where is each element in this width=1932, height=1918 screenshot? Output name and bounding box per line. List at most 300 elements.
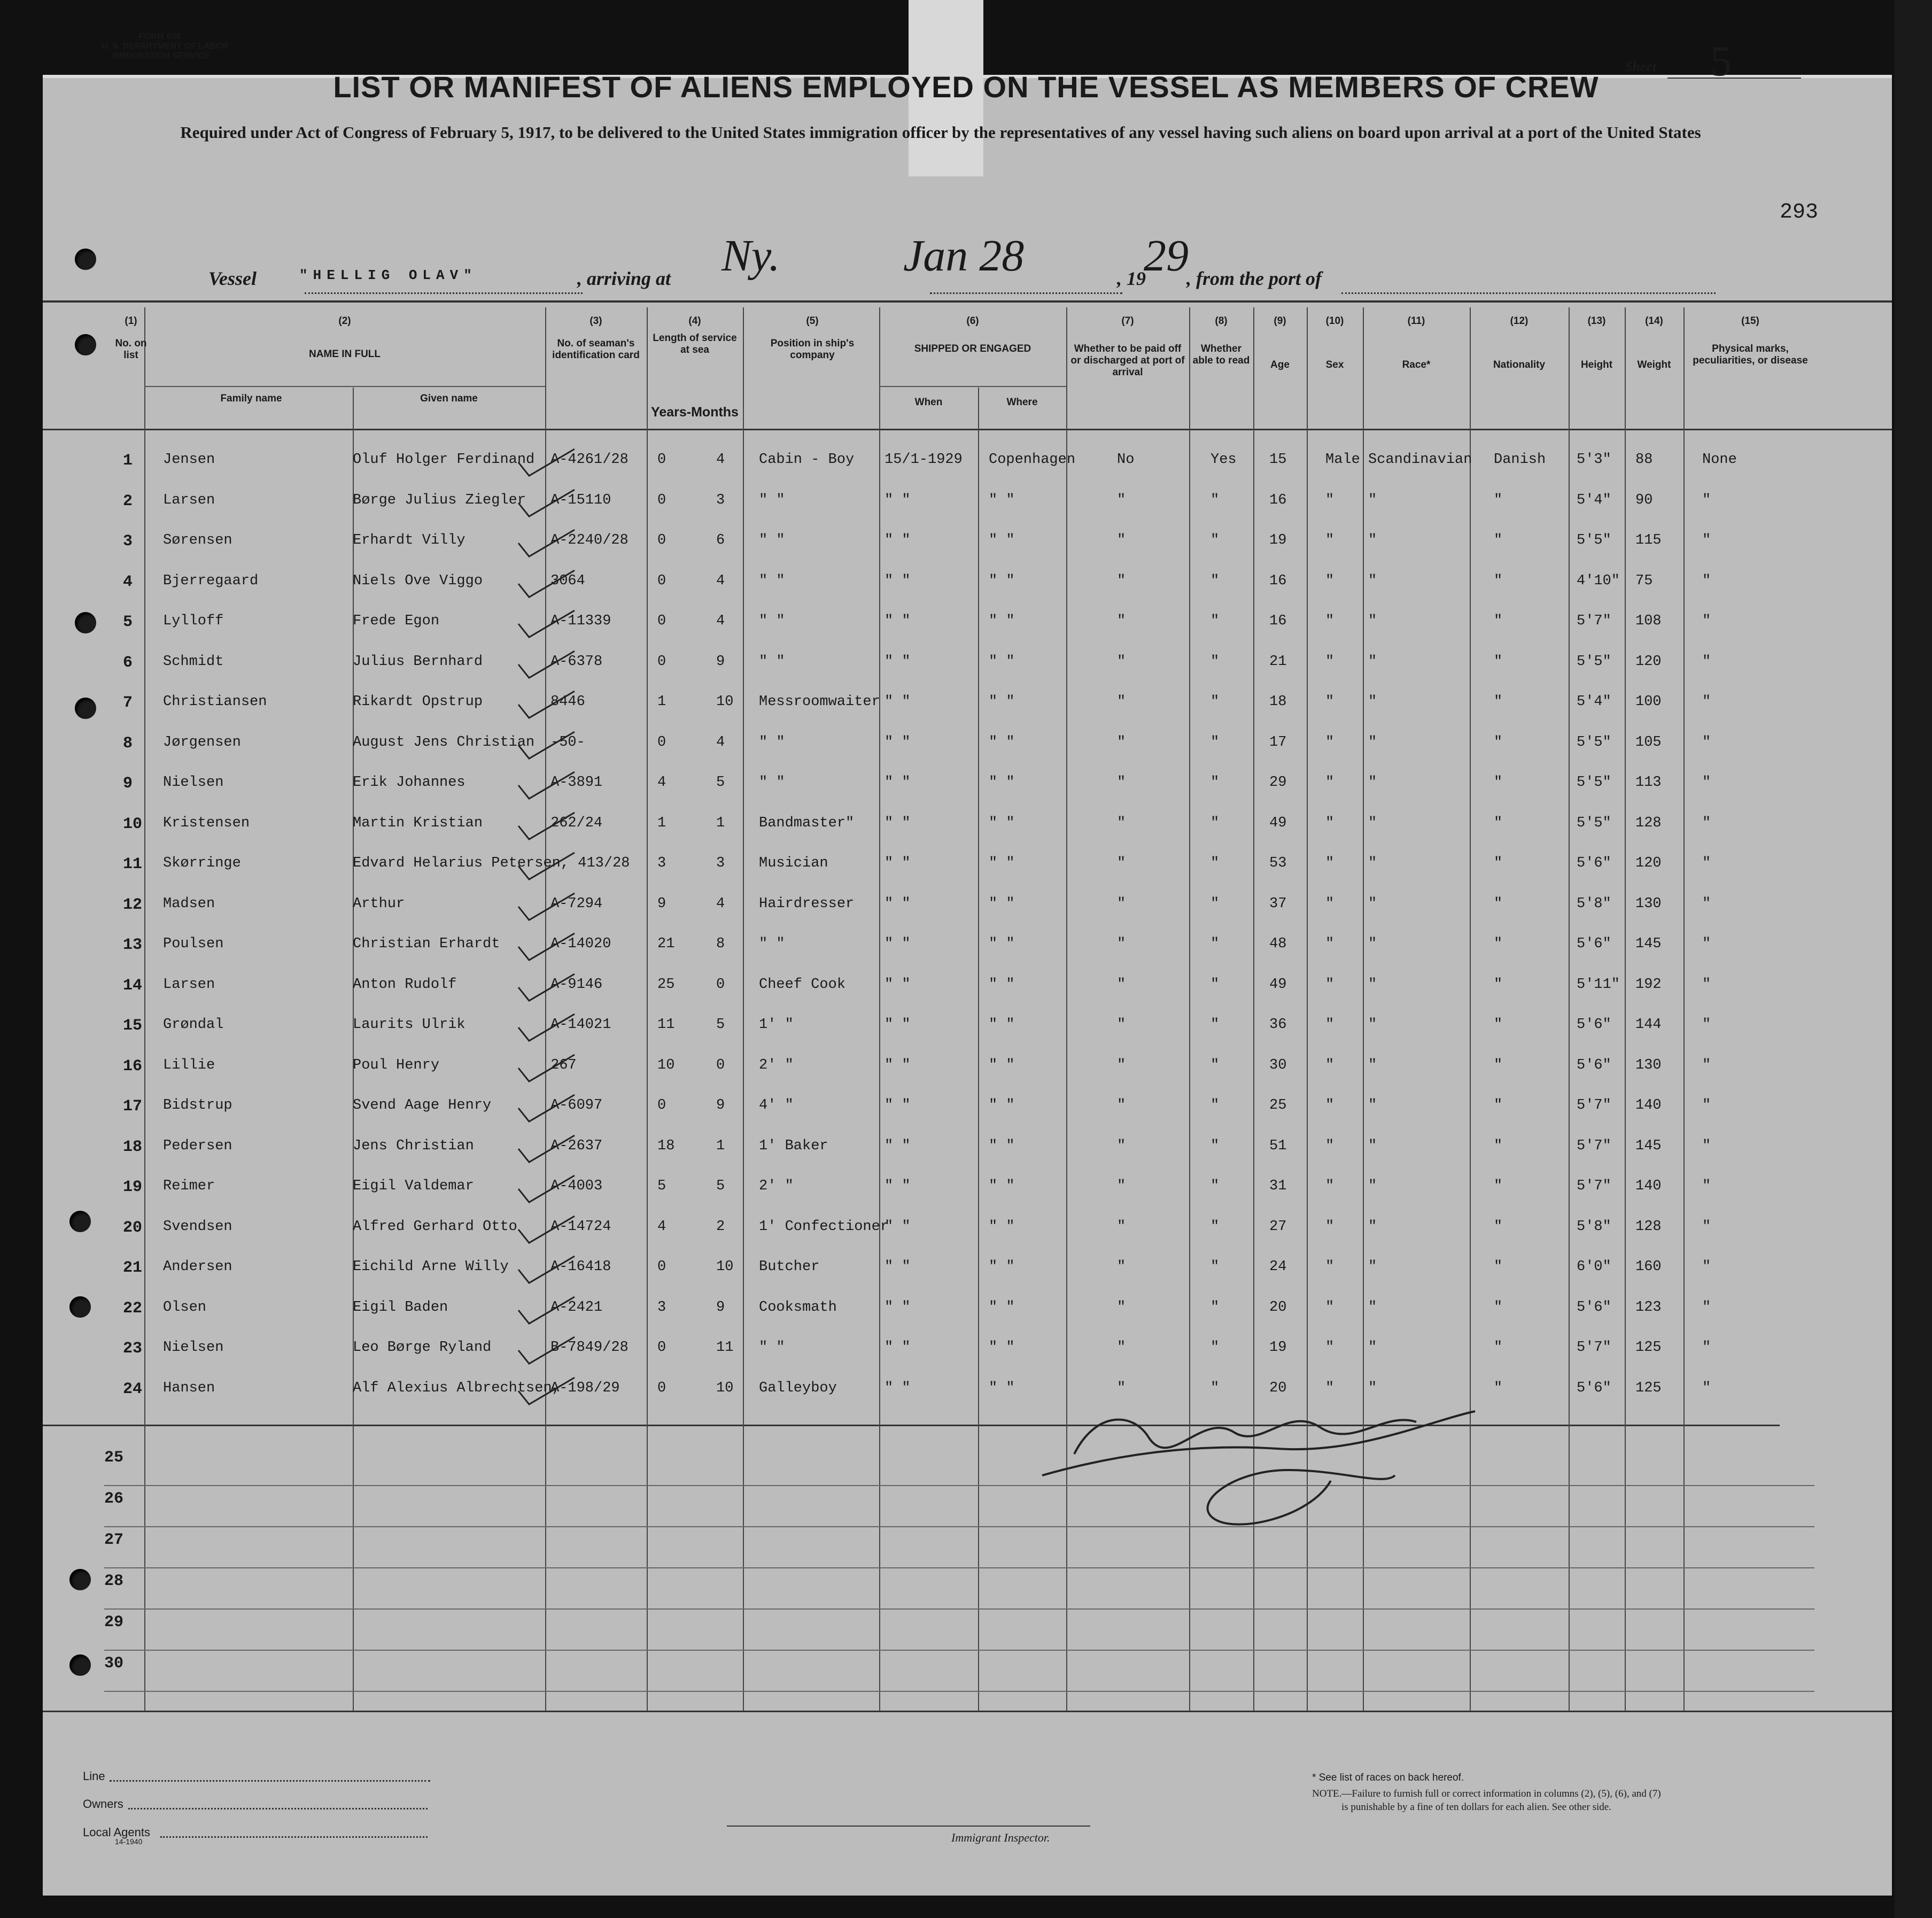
service-years: 0 — [657, 1097, 666, 1113]
shipped-when: " " — [884, 1057, 911, 1073]
service-months: 9 — [716, 1097, 725, 1113]
row-number: 25 — [104, 1449, 124, 1467]
check-mark-icon — [513, 487, 577, 519]
able-to-read: " — [1211, 1259, 1220, 1275]
nationality: " — [1494, 1380, 1503, 1396]
row-number: 14 — [123, 976, 143, 995]
nationality: " — [1494, 653, 1503, 670]
shipped-when: " " — [884, 976, 911, 993]
shipped-where: " " — [989, 1178, 1015, 1194]
weight: 145 — [1635, 1138, 1662, 1154]
service-months: 11 — [716, 1340, 734, 1356]
given-name: Poul Henry — [353, 1057, 440, 1073]
footer-agents-dots — [160, 1836, 428, 1838]
col7-label: Whether to be paid off or discharged at port of arrival — [1070, 343, 1185, 378]
able-to-read: " — [1211, 976, 1220, 993]
nationality: " — [1494, 492, 1503, 508]
service-years: 0 — [657, 573, 666, 589]
race: " — [1368, 815, 1377, 831]
able-to-read: " — [1211, 734, 1220, 751]
age: 24 — [1269, 1259, 1287, 1275]
age: 51 — [1269, 1138, 1287, 1154]
physical-marks: " — [1702, 532, 1711, 548]
height: 5'11" — [1577, 976, 1620, 993]
sex: " — [1325, 532, 1334, 548]
physical-marks: " — [1702, 1057, 1711, 1073]
physical-marks: " — [1702, 976, 1711, 993]
col8-number: (8) — [1215, 315, 1228, 327]
row-number: 3 — [123, 532, 133, 551]
height: 5'7" — [1577, 1138, 1611, 1154]
sex: " — [1325, 1380, 1334, 1396]
race: " — [1368, 1380, 1377, 1396]
race: " — [1368, 573, 1377, 589]
col4-label: Length of service at sea — [653, 332, 737, 355]
physical-marks: " — [1702, 613, 1711, 629]
table-row — [0, 532, 1849, 574]
able-to-read: " — [1211, 1057, 1220, 1073]
physical-marks: " — [1702, 775, 1711, 791]
sex: " — [1325, 815, 1334, 831]
shipped-when: " " — [884, 895, 911, 912]
weight: 140 — [1635, 1178, 1662, 1194]
empty-table-row — [104, 1567, 1814, 1610]
position: 1' Baker — [759, 1138, 828, 1154]
shipped-when: " " — [884, 492, 911, 508]
id-card: 262/24 — [550, 815, 603, 831]
check-mark-icon — [513, 810, 577, 842]
nationality: " — [1494, 1178, 1503, 1194]
height: 5'7" — [1577, 1097, 1611, 1113]
col5-header — [748, 315, 876, 361]
service-months: 4 — [716, 895, 725, 912]
weight: 125 — [1635, 1380, 1662, 1396]
col5-label: Position in ship's company — [770, 338, 855, 361]
row-number: 26 — [104, 1490, 124, 1508]
physical-marks: " — [1702, 1178, 1711, 1194]
service-years: 0 — [657, 734, 666, 751]
weight: 144 — [1635, 1017, 1662, 1033]
service-months: 10 — [716, 1259, 734, 1275]
id-card: A-4003 — [550, 1178, 603, 1194]
table-row — [0, 1380, 1849, 1422]
position: Hairdresser — [759, 895, 855, 912]
col11-number: (11) — [1407, 315, 1425, 327]
table-row — [0, 1340, 1849, 1381]
height: 5'6" — [1577, 1299, 1611, 1316]
physical-marks: " — [1702, 1218, 1711, 1235]
physical-marks: " — [1702, 573, 1711, 589]
able-to-read: " — [1211, 855, 1220, 871]
shipped-when: " " — [884, 734, 911, 751]
table-row — [0, 1219, 1849, 1260]
id-card: A-2421 — [550, 1299, 603, 1316]
sex: " — [1325, 613, 1334, 629]
check-mark-icon — [513, 931, 577, 963]
given-name: Svend Aage Henry — [353, 1097, 492, 1113]
physical-marks: " — [1702, 734, 1711, 751]
table-row — [0, 775, 1849, 816]
shipped-when: " " — [884, 1178, 911, 1194]
footer-owners-label: Owners — [83, 1797, 123, 1811]
nationality: " — [1494, 1138, 1503, 1154]
age: 16 — [1269, 573, 1287, 589]
service-months: 1 — [716, 815, 725, 831]
paid-off: " — [1117, 1138, 1126, 1154]
position: " " — [759, 734, 785, 751]
shipped-where-header: Where — [1006, 397, 1038, 408]
weight: 130 — [1635, 1057, 1662, 1073]
service-months: 4 — [716, 734, 725, 751]
able-to-read: " — [1211, 653, 1220, 670]
sex: " — [1325, 653, 1334, 670]
paid-off: " — [1117, 653, 1126, 670]
id-card: A-15110 — [550, 492, 611, 508]
service-years: 4 — [657, 775, 666, 791]
vessel-label: Vessel — [208, 268, 257, 289]
shipped-where: " " — [989, 734, 1015, 751]
age: 25 — [1269, 1097, 1287, 1113]
position: " " — [759, 532, 785, 548]
col15-header — [1689, 315, 1812, 367]
row-number: 21 — [123, 1259, 143, 1277]
row-number: 24 — [123, 1380, 143, 1398]
col3-number: (3) — [589, 315, 602, 327]
paid-off: " — [1117, 1178, 1126, 1194]
id-card: -50- — [550, 734, 585, 751]
row-number: 17 — [123, 1097, 143, 1116]
row-number: 12 — [123, 895, 143, 914]
row-number: 20 — [123, 1218, 143, 1237]
page-title: LIST OR MANIFEST OF ALIENS EMPLOYED ON THE VESSEL AS MEMBERS OF CREW — [333, 70, 1599, 104]
family-name: Madsen — [163, 895, 215, 912]
sheet-value: 5 — [1710, 38, 1732, 85]
weight: 90 — [1635, 492, 1653, 508]
service-months: 5 — [716, 1178, 725, 1194]
physical-marks: " — [1702, 895, 1711, 912]
height: 5'5" — [1577, 815, 1611, 831]
inspector-signature — [1010, 1347, 1491, 1540]
arrival-year: 29 — [1144, 231, 1189, 281]
height: 5'5" — [1577, 775, 1611, 791]
height: 5'6" — [1577, 1380, 1611, 1396]
col13-number: (13) — [1587, 315, 1606, 327]
table-row — [0, 654, 1849, 695]
shipped-when-header: When — [914, 397, 943, 408]
paid-off: " — [1117, 936, 1126, 952]
age: 49 — [1269, 976, 1287, 993]
col15-label: Physical marks, peculiarities, or disease — [1693, 343, 1808, 366]
family-name: Christiansen — [163, 694, 267, 710]
given-name: Rikardt Opstrup — [353, 694, 483, 710]
able-to-read: " — [1211, 1138, 1220, 1154]
shipped-where: " " — [989, 1097, 1015, 1113]
given-name: Niels Ove Viggo — [353, 573, 483, 589]
col10-label: Sex — [1325, 359, 1344, 370]
nationality: " — [1494, 613, 1503, 629]
given-name: Anton Rudolf — [353, 976, 457, 993]
race: " — [1368, 775, 1377, 791]
paid-off: " — [1117, 1218, 1126, 1235]
race: " — [1368, 653, 1377, 670]
paid-off: " — [1117, 1017, 1126, 1033]
race: " — [1368, 1340, 1377, 1356]
given-name: Eigil Baden — [353, 1299, 448, 1316]
footer-note-races: * See list of races on back hereof. — [1312, 1772, 1464, 1783]
shipped-when: " " — [884, 1017, 911, 1033]
row-number: 7 — [123, 694, 133, 712]
given-name: Laurits Ulrik — [353, 1017, 465, 1033]
form-number: FORM 630 — [139, 32, 181, 41]
id-card: A-2637 — [550, 1138, 603, 1154]
race: " — [1368, 694, 1377, 710]
family-name: Schmidt — [163, 653, 224, 670]
able-to-read: " — [1211, 895, 1220, 912]
service-months: 3 — [716, 492, 725, 508]
weight: 75 — [1635, 573, 1653, 589]
table-bottom-rule — [43, 1711, 1892, 1712]
position: " " — [759, 573, 785, 589]
col11-header — [1363, 315, 1470, 371]
table-row — [0, 1259, 1849, 1301]
age: 31 — [1269, 1178, 1287, 1194]
shipped-when: " " — [884, 1138, 911, 1154]
service-months: 0 — [716, 1057, 725, 1073]
row-number: 22 — [123, 1299, 143, 1318]
service-months: 9 — [716, 653, 725, 670]
service-months: 3 — [716, 855, 725, 871]
check-mark-icon — [513, 850, 577, 882]
row-number: 6 — [123, 653, 133, 672]
shipped-where: " " — [989, 1138, 1015, 1154]
shipped-where: " " — [989, 1218, 1015, 1235]
check-mark-icon — [513, 1092, 577, 1124]
id-card: A-4261/28 — [550, 452, 629, 468]
check-mark-icon — [513, 1334, 577, 1366]
sex: " — [1325, 1259, 1334, 1275]
shipped-when: " " — [884, 1097, 911, 1113]
check-mark-icon — [513, 648, 577, 680]
shipped-where: " " — [989, 1057, 1015, 1073]
footer-note-penalty: NOTE.—Failure to furnish full or correct information in columns (2), (5), (6), and (7) — [1312, 1788, 1661, 1799]
height: 5'6" — [1577, 936, 1611, 952]
nationality: " — [1494, 976, 1503, 993]
col3-header — [550, 315, 641, 361]
race: " — [1368, 1299, 1377, 1316]
id-card: A-7294 — [550, 895, 603, 912]
row-number: 30 — [104, 1654, 124, 1673]
paid-off: " — [1117, 1057, 1126, 1073]
physical-marks: " — [1702, 1299, 1711, 1316]
paid-off: " — [1117, 694, 1126, 710]
nationality: " — [1494, 855, 1503, 871]
footer-agents-label: Local Agents — [83, 1826, 150, 1839]
family-name: Lylloff — [163, 613, 224, 629]
age: 20 — [1269, 1299, 1287, 1316]
shipped-where: " " — [989, 936, 1015, 952]
shipped-when: " " — [884, 1340, 911, 1356]
shipped-where: " " — [989, 653, 1015, 670]
row-number: 23 — [123, 1340, 143, 1358]
paid-off: " — [1117, 976, 1126, 993]
col7-number: (7) — [1121, 315, 1134, 327]
shipped-where: " " — [989, 855, 1015, 871]
physical-marks: " — [1702, 694, 1711, 710]
able-to-read: " — [1211, 1380, 1220, 1396]
given-name: Alfred Gerhard Otto — [353, 1218, 517, 1235]
shipped-where: Copenhagen — [989, 452, 1076, 468]
sex: " — [1325, 573, 1334, 589]
vessel-name: "HELLIG OLAV" — [299, 267, 477, 283]
paid-off: " — [1117, 734, 1126, 751]
service: IMMIGRATION SERVICE — [112, 51, 210, 60]
family-name: Nielsen — [163, 775, 224, 791]
height: 5'5" — [1577, 734, 1611, 751]
sex: " — [1325, 1097, 1334, 1113]
shipped-where: " " — [989, 1017, 1015, 1033]
paid-off: " — [1117, 573, 1126, 589]
height: 4'10" — [1577, 573, 1620, 589]
empty-table-row — [104, 1443, 1814, 1486]
position: Cabin - Boy — [759, 452, 855, 468]
service-months: 4 — [716, 613, 725, 629]
service-years: 9 — [657, 895, 666, 912]
given-name: Jens Christian — [353, 1138, 474, 1154]
race: " — [1368, 1259, 1377, 1275]
shipped-when: " " — [884, 613, 911, 629]
col8-header — [1192, 315, 1251, 367]
given-name: Eigil Valdemar — [353, 1178, 474, 1194]
col12-header — [1470, 315, 1569, 371]
id-card: A-198/29 — [550, 1380, 620, 1396]
service-months: 8 — [716, 936, 725, 952]
weight: 160 — [1635, 1259, 1662, 1275]
check-mark-icon — [513, 1052, 577, 1084]
check-mark-icon — [513, 568, 577, 600]
shipped-when: " " — [884, 855, 911, 871]
position: Butcher — [759, 1259, 820, 1275]
race: " — [1368, 1057, 1377, 1073]
footer-owners-dots — [128, 1808, 428, 1809]
nationality: " — [1494, 1259, 1503, 1275]
years-months-header: Years-Months — [651, 405, 739, 420]
service-months: 4 — [716, 573, 725, 589]
age: 16 — [1269, 613, 1287, 629]
family-name: Hansen — [163, 1380, 215, 1396]
given-name: Alf Alexius Albrechtsen, — [353, 1380, 561, 1396]
weight: 108 — [1635, 613, 1662, 629]
row-number: 28 — [104, 1572, 124, 1590]
shipped-when: " " — [884, 1218, 911, 1235]
physical-marks: " — [1702, 1340, 1711, 1356]
row-number: 4 — [123, 573, 133, 591]
shipped-when: " " — [884, 1380, 911, 1396]
physical-marks: " — [1702, 492, 1711, 508]
age: 17 — [1269, 734, 1287, 751]
row-number: 10 — [123, 815, 143, 833]
nationality: " — [1494, 936, 1503, 952]
service-years: 3 — [657, 855, 666, 871]
weight: 128 — [1635, 815, 1662, 831]
shipped-when: " " — [884, 653, 911, 670]
position: " " — [759, 613, 785, 629]
weight: 125 — [1635, 1340, 1662, 1356]
age: 53 — [1269, 855, 1287, 871]
shipped-when: " " — [884, 532, 911, 548]
row-number: 18 — [123, 1138, 143, 1156]
physical-marks: " — [1702, 1380, 1711, 1396]
position: " " — [759, 936, 785, 952]
sex: " — [1325, 855, 1334, 871]
race: " — [1368, 1097, 1377, 1113]
nationality: " — [1494, 734, 1503, 751]
department: U. S. DEPARTMENT OF LABOR — [102, 42, 229, 51]
sex: " — [1325, 734, 1334, 751]
physical-marks: " — [1702, 815, 1711, 831]
given-name: Christian Erhardt — [353, 936, 500, 952]
paid-off: " — [1117, 1097, 1126, 1113]
given-name: Børge Julius Ziegler — [353, 492, 526, 508]
header-bottom-rule — [43, 429, 1892, 430]
family-name: Bidstrup — [163, 1097, 232, 1113]
col14-label: Weight — [1637, 359, 1671, 370]
col10-header — [1307, 315, 1363, 371]
check-mark-icon — [513, 1173, 577, 1205]
footer-form-code: 14-1940 — [115, 1837, 143, 1846]
row-number: 8 — [123, 734, 133, 753]
table-row — [0, 734, 1849, 776]
arrival-date: Jan 28 — [903, 231, 1025, 281]
physical-marks: None — [1702, 452, 1737, 468]
family-name: Sørensen — [163, 532, 232, 548]
family-name: Skørringe — [163, 855, 241, 871]
col9-number: (9) — [1274, 315, 1286, 327]
id-card: 8446 — [550, 694, 585, 710]
service-years: 11 — [657, 1017, 675, 1033]
race: " — [1368, 895, 1377, 912]
id-card: A-16418 — [550, 1259, 611, 1275]
service-years: 0 — [657, 1380, 666, 1396]
id-card: 267 — [550, 1057, 577, 1073]
service-months: 5 — [716, 775, 725, 791]
id-card: A-14724 — [550, 1218, 611, 1235]
given-name: Erik Johannes — [353, 775, 465, 791]
physical-marks: " — [1702, 1017, 1711, 1033]
id-card: A-6097 — [550, 1097, 603, 1113]
check-mark-icon — [513, 1133, 577, 1165]
id-card: A-11339 — [550, 613, 611, 629]
age: 15 — [1269, 452, 1287, 468]
weight: 100 — [1635, 694, 1662, 710]
nationality: " — [1494, 1017, 1503, 1033]
check-mark-icon — [513, 527, 577, 559]
service-years: 1 — [657, 815, 666, 831]
shipped-where: " " — [989, 532, 1015, 548]
table-row — [0, 1097, 1849, 1139]
age: 18 — [1269, 694, 1287, 710]
age: 36 — [1269, 1017, 1287, 1033]
table-row — [0, 1138, 1849, 1180]
age: 19 — [1269, 1340, 1287, 1356]
height: 5'7" — [1577, 1178, 1611, 1194]
row-number: 19 — [123, 1178, 143, 1196]
col3-label: No. of seaman's identification card — [552, 338, 640, 361]
row-number: 5 — [123, 613, 133, 631]
able-to-read: " — [1211, 1178, 1220, 1194]
sex: " — [1325, 1017, 1334, 1033]
nationality: " — [1494, 1057, 1503, 1073]
weight: 105 — [1635, 734, 1662, 751]
